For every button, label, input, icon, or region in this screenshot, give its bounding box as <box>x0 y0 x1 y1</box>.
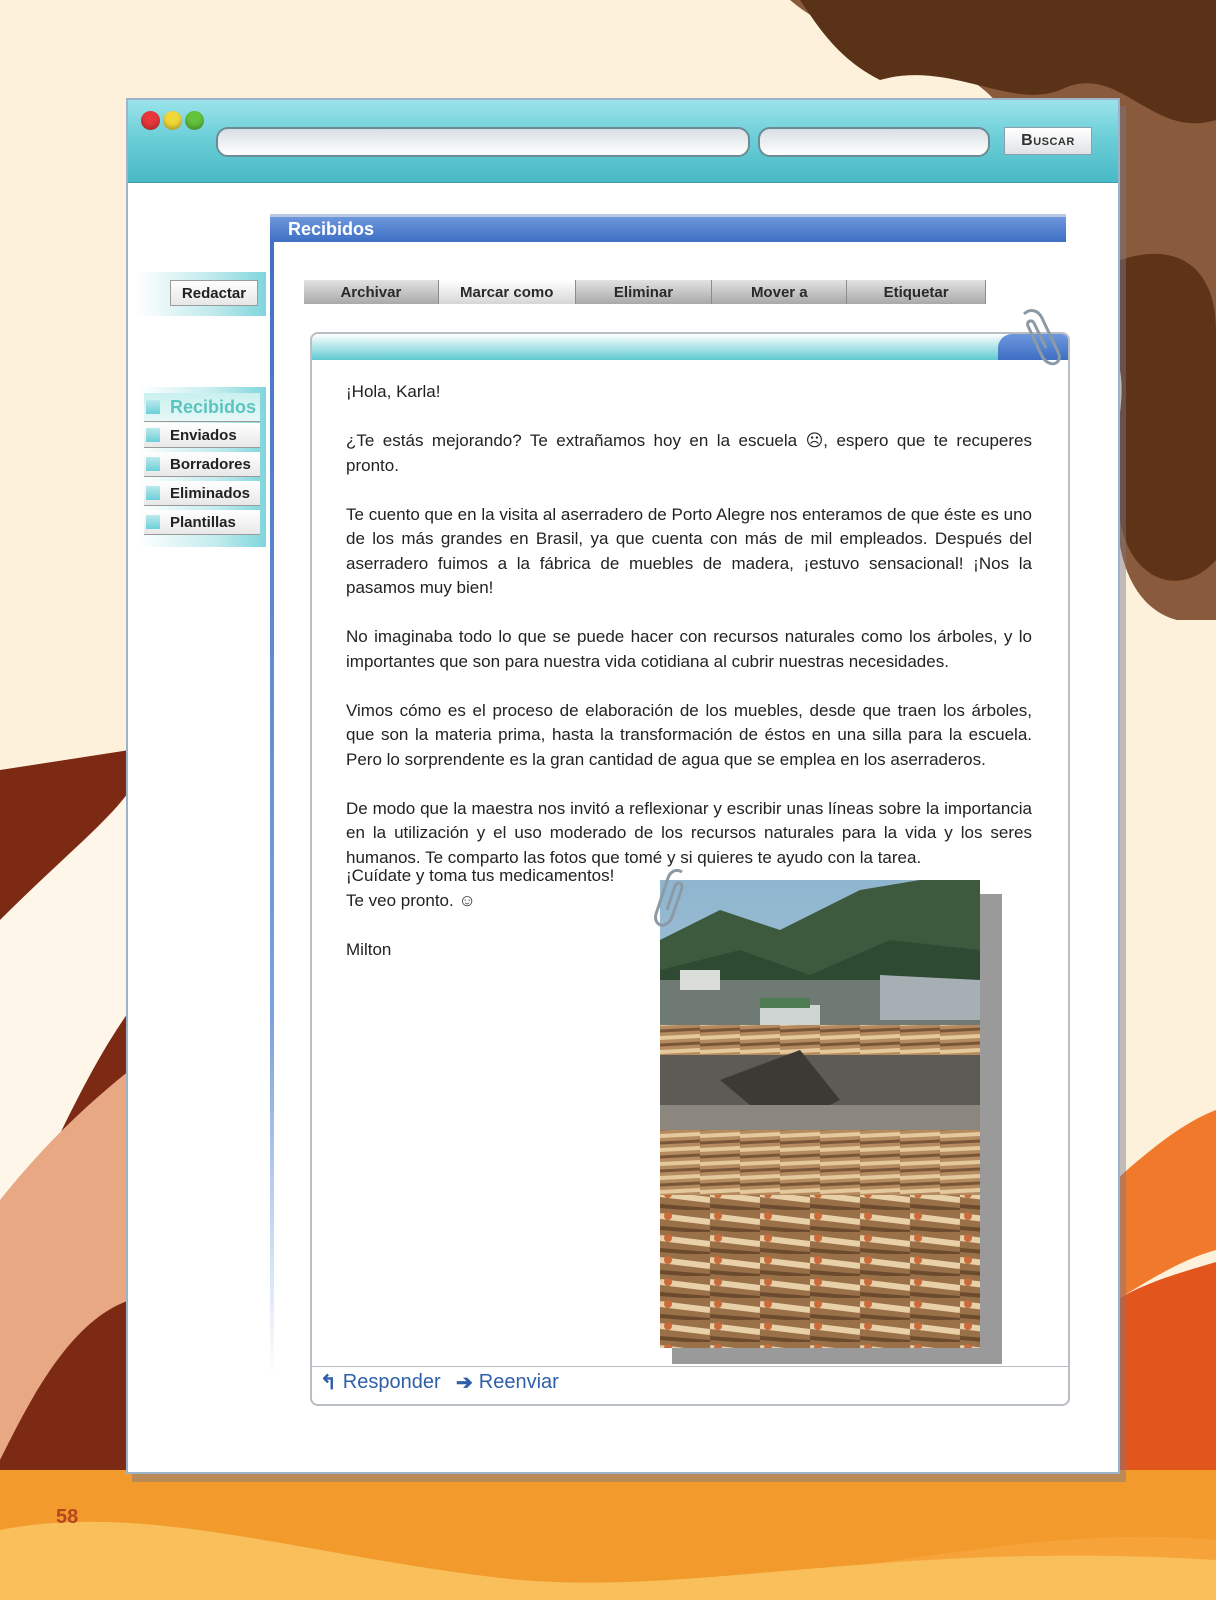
closing-line: Te veo pronto. ☺ <box>346 890 476 910</box>
reply-arrow-icon: ↰ <box>320 1372 337 1394</box>
message-footer-divider <box>312 1366 1068 1367</box>
message-paragraph: No imaginaba todo lo que se puede hacer con recursos naturales como los árboles, y lo importantes que son para nuestra vida cotidiana al cubrir nuestras necesidades. <box>346 627 1032 671</box>
folder-label: Plantillas <box>170 513 236 531</box>
folder-label: Eliminados <box>170 484 251 502</box>
minimize-window-button[interactable] <box>163 111 182 130</box>
close-window-button[interactable] <box>141 111 160 130</box>
maximize-window-button[interactable] <box>185 111 204 130</box>
folder-list <box>138 387 266 547</box>
move-to-button[interactable]: Mover a <box>712 280 847 304</box>
folder-item-recibidos[interactable] <box>144 393 260 422</box>
forward-label: Reenviar <box>478 1371 559 1393</box>
folder-item-enviados[interactable] <box>144 423 260 448</box>
folder-label: Recibidos <box>170 396 257 417</box>
inbox-title: Recibidos <box>288 219 375 239</box>
folder-item-plantillas[interactable] <box>144 510 260 535</box>
label-button[interactable]: Etiquetar <box>847 280 986 304</box>
content-divider <box>270 216 274 1376</box>
signature: Milton <box>346 939 392 959</box>
folder-marker-icon <box>146 400 160 414</box>
message-paragraph: De modo que la maestra nos invitó a reflexionar y escribir unas líneas sobre la importancia en la utilización y el uso moderado de los recursos naturales para la vida y los seres humanos. Te comparto las fotos que tomé y si quieres te ayudo con la tarea. <box>346 798 1032 867</box>
message-card-header <box>312 334 1068 360</box>
message-paragraph: Vimos cómo es el proceso de elaboración de los muebles, desde que traen los árboles, que son la materia prima, hasta la transformación de éstos en una silla para la escuela. Pero lo sorprendente es la gran cantidad de agua que se emplea en los aserraderos. <box>346 700 1032 769</box>
delete-button[interactable]: Eliminar <box>576 280 713 304</box>
photo-paperclip-icon <box>652 868 692 930</box>
folder-marker-icon <box>146 486 160 500</box>
message-body <box>346 380 1032 895</box>
browser-chrome <box>128 100 1118 183</box>
message-closing <box>346 864 646 962</box>
reply-button[interactable] <box>320 1370 441 1395</box>
compose-panel <box>136 272 266 316</box>
search-button[interactable]: Buscar <box>1004 127 1092 155</box>
message-card <box>310 332 1070 1406</box>
folder-marker-icon <box>146 515 160 529</box>
inbox-header <box>270 214 1066 242</box>
closing-line: ¡Cuídate y toma tus medicamentos! <box>346 866 615 885</box>
folder-marker-icon <box>146 428 160 442</box>
address-bar[interactable] <box>216 127 750 157</box>
message-paragraph: Te cuento que en la visita al aserradero de Porto Alegre nos enteramos de que éste es uno de los más grandes en Brasil, ya que cuenta con más de mil empleados. Después del aserradero fuimos a la fábrica de muebles de madera, ¡estuvo sensacional! ¡Nos la pasamos muy bien! <box>346 504 1032 597</box>
folder-label: Enviados <box>170 426 237 444</box>
folder-item-eliminados[interactable] <box>144 481 260 506</box>
paperclip-icon <box>1014 308 1066 368</box>
message-paragraph: ¿Te estás mejorando? Te extrañamos hoy en la escuela ☹, espero que te recuperes pronto. <box>346 431 1032 475</box>
sawmill-photo[interactable] <box>660 880 980 1348</box>
page-number: 58 <box>56 1506 79 1528</box>
search-input[interactable] <box>758 127 990 157</box>
compose-button[interactable]: Redactar <box>170 280 258 306</box>
reply-label: Responder <box>342 1371 441 1393</box>
folder-item-borradores[interactable] <box>144 452 260 477</box>
folder-marker-icon <box>146 457 160 471</box>
folder-label: Borradores <box>170 455 251 473</box>
message-toolbar <box>304 280 986 304</box>
browser-window <box>126 98 1120 1474</box>
archive-button[interactable]: Archivar <box>304 280 439 304</box>
message-greeting: ¡Hola, Karla! <box>346 382 441 401</box>
forward-arrow-icon: ➔ <box>456 1372 473 1394</box>
mark-as-button[interactable]: Marcar como <box>439 280 576 304</box>
forward-button[interactable] <box>456 1370 559 1395</box>
